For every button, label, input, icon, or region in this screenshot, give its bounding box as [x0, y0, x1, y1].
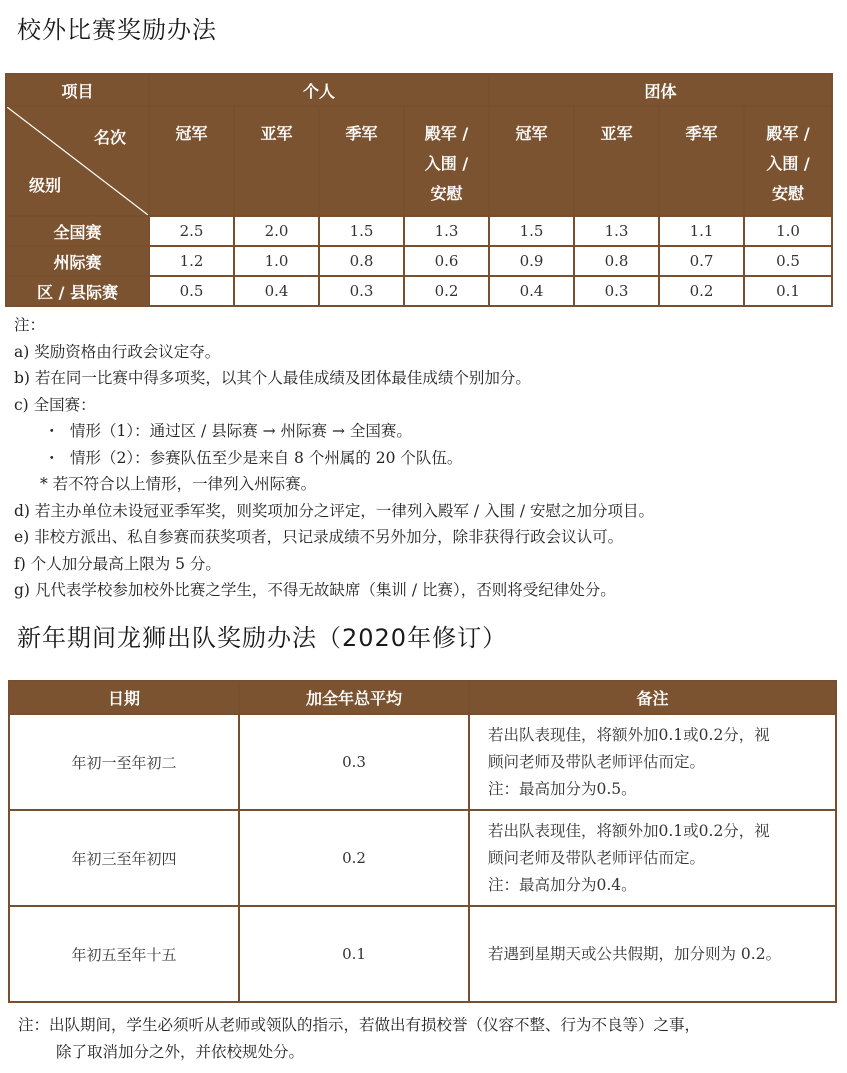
score-cell: 0.5 [149, 276, 234, 306]
rank-header-3 [404, 106, 489, 216]
note-e: e) 非校方派出、私自参赛而获奖项者，只记录成绩不另外加分，除非获得行政会议认可。 [14, 528, 624, 546]
score-cell: 1.3 [574, 216, 659, 246]
score-cell: 0.8 [574, 246, 659, 276]
score-cell: 0.7 [659, 246, 744, 276]
rank-header-line: 入围 / [766, 154, 810, 173]
table-row [9, 810, 836, 906]
level-label: 州际赛 [6, 246, 149, 276]
section1-title: 校外比赛奖励办法 [17, 16, 217, 44]
date-cell: 年初三至年初四 [9, 810, 239, 906]
level-label: 全国赛 [6, 216, 149, 246]
note-g: g) 凡代表学校参加校外比赛之学生，不得无故缺席（集训 / 比赛），否则将受纪律处分。 [14, 581, 616, 599]
rank-header-line: 冠军 [515, 124, 548, 143]
rank-header-4 [489, 106, 574, 216]
header-individual: 个人 [149, 74, 489, 106]
header-item: 项目 [6, 74, 149, 106]
rank-header-line: 季军 [685, 124, 718, 143]
diag-level-label: 级别 [29, 176, 62, 195]
footnote-line2: 除了取消加分之外，并依校规处分。 [56, 1043, 305, 1061]
lion-dance-footnote [18, 1012, 834, 1066]
score-cell: 0.1 [744, 276, 832, 306]
score-cell: 0.4 [489, 276, 574, 306]
rank-header-1 [234, 106, 319, 216]
rank-header-line: 亚军 [600, 124, 633, 143]
rank-header-line: 亚军 [260, 124, 293, 143]
table-row [6, 246, 832, 276]
header-date: 日期 [9, 681, 239, 714]
note-c: c) 全国赛： [14, 395, 96, 414]
score-cell: 1.0 [744, 216, 832, 246]
score-cell: 0.3 [239, 714, 469, 810]
score-cell: 1.5 [319, 216, 404, 246]
rank-header-line: 殿军 / [424, 124, 469, 143]
remark-line: 顾问老师及带队老师评估而定。 [488, 752, 706, 771]
awards-notes [14, 312, 834, 604]
score-cell: 0.4 [234, 276, 319, 306]
remark-line: 若出队表现佳，将额外加0.1或0.2分，视 [488, 725, 770, 744]
awards-table [5, 73, 833, 307]
rank-header-2 [319, 106, 404, 216]
rank-header-5 [574, 106, 659, 216]
remark-line: 注：最高加分为0.4。 [488, 875, 637, 894]
score-cell: 0.2 [239, 810, 469, 906]
bullet-dot: ・ [44, 422, 60, 440]
score-cell: 1.0 [234, 246, 319, 276]
footnote-line1: 注：出队期间，学生必须听从老师或领队的指示，若做出有损校誉（仪容不整、行为不良等）之事， [18, 1016, 701, 1034]
table-row [9, 906, 836, 1002]
score-cell: 0.1 [239, 906, 469, 1002]
score-cell: 0.8 [319, 246, 404, 276]
remark-line: 顾问老师及带队老师评估而定。 [488, 848, 706, 867]
remark-line: 若出队表现佳，将额外加0.1或0.2分，视 [488, 821, 770, 840]
remark-cell [469, 906, 836, 1002]
rank-header-line: 冠军 [175, 124, 208, 143]
table-row [6, 216, 832, 246]
score-cell: 2.0 [234, 216, 319, 246]
score-cell: 0.6 [404, 246, 489, 276]
remark-line: 若遇到星期天或公共假期，加分则为 0.2。 [488, 944, 782, 963]
date-cell: 年初五至年十五 [9, 906, 239, 1002]
rank-header-line: 季军 [345, 124, 378, 143]
rank-header-line: 安慰 [430, 184, 463, 203]
header-remark: 备注 [469, 681, 836, 714]
table-row [6, 276, 832, 306]
note-c-case2-text: 情形（2）：参赛队伍至少是来自 8 个州属的 20 个队伍。 [70, 448, 463, 467]
rank-header-7 [744, 106, 832, 216]
score-cell: 1.3 [404, 216, 489, 246]
remark-cell [469, 810, 836, 906]
score-cell: 0.9 [489, 246, 574, 276]
score-cell: 1.5 [489, 216, 574, 246]
note-c-case2 [14, 445, 834, 472]
table-row [9, 714, 836, 810]
score-cell: 1.2 [149, 246, 234, 276]
score-cell: 0.5 [744, 246, 832, 276]
note-a: a) 奖励资格由行政会议定夺。 [14, 342, 221, 361]
rank-header-line: 安慰 [772, 184, 805, 203]
note-c-case1 [14, 418, 834, 445]
header-team: 团体 [489, 74, 832, 106]
level-label: 区 / 县际赛 [6, 276, 149, 306]
remark-line: 注：最高加分为0.5。 [488, 779, 637, 798]
note-b: b) 若在同一比赛中得多项奖，以其个人最佳成绩及团体最佳成绩个别加分。 [14, 369, 531, 387]
note-d: d) 若主办单位未设冠亚季军奖，则奖项加分之评定，一律列入殿军 / 入围 / 安慰之加分项目。 [14, 501, 655, 520]
score-cell: 0.2 [659, 276, 744, 306]
rank-header-0 [149, 106, 234, 216]
remark-cell [469, 714, 836, 810]
header-score: 加全年总平均 [239, 681, 469, 714]
rank-header-6 [659, 106, 744, 216]
note-f: f) 个人加分最高上限为 5 分。 [14, 554, 221, 573]
note-c-exception: * 若不符合以上情形，一律列入州际赛。 [40, 475, 317, 493]
diag-rank-label: 名次 [93, 128, 126, 147]
section2-title: 新年期间龙狮出队奖励办法（2020年修订） [17, 624, 508, 652]
date-cell: 年初一至年初二 [9, 714, 239, 810]
bullet-dot: ・ [44, 448, 60, 467]
note-c-case1-text: 情形（1）：通过区 / 县际赛 → 州际赛 → 全国赛。 [70, 422, 412, 440]
score-cell: 2.5 [149, 216, 234, 246]
diagonal-header-cell [6, 106, 149, 216]
score-cell: 1.1 [659, 216, 744, 246]
rank-header-line: 殿军 / [766, 124, 810, 143]
lion-dance-table [8, 680, 837, 1003]
rank-header-line: 入围 / [424, 154, 469, 173]
score-cell: 0.2 [404, 276, 489, 306]
score-cell: 0.3 [319, 276, 404, 306]
notes-heading: 注： [14, 316, 46, 334]
score-cell: 0.3 [574, 276, 659, 306]
